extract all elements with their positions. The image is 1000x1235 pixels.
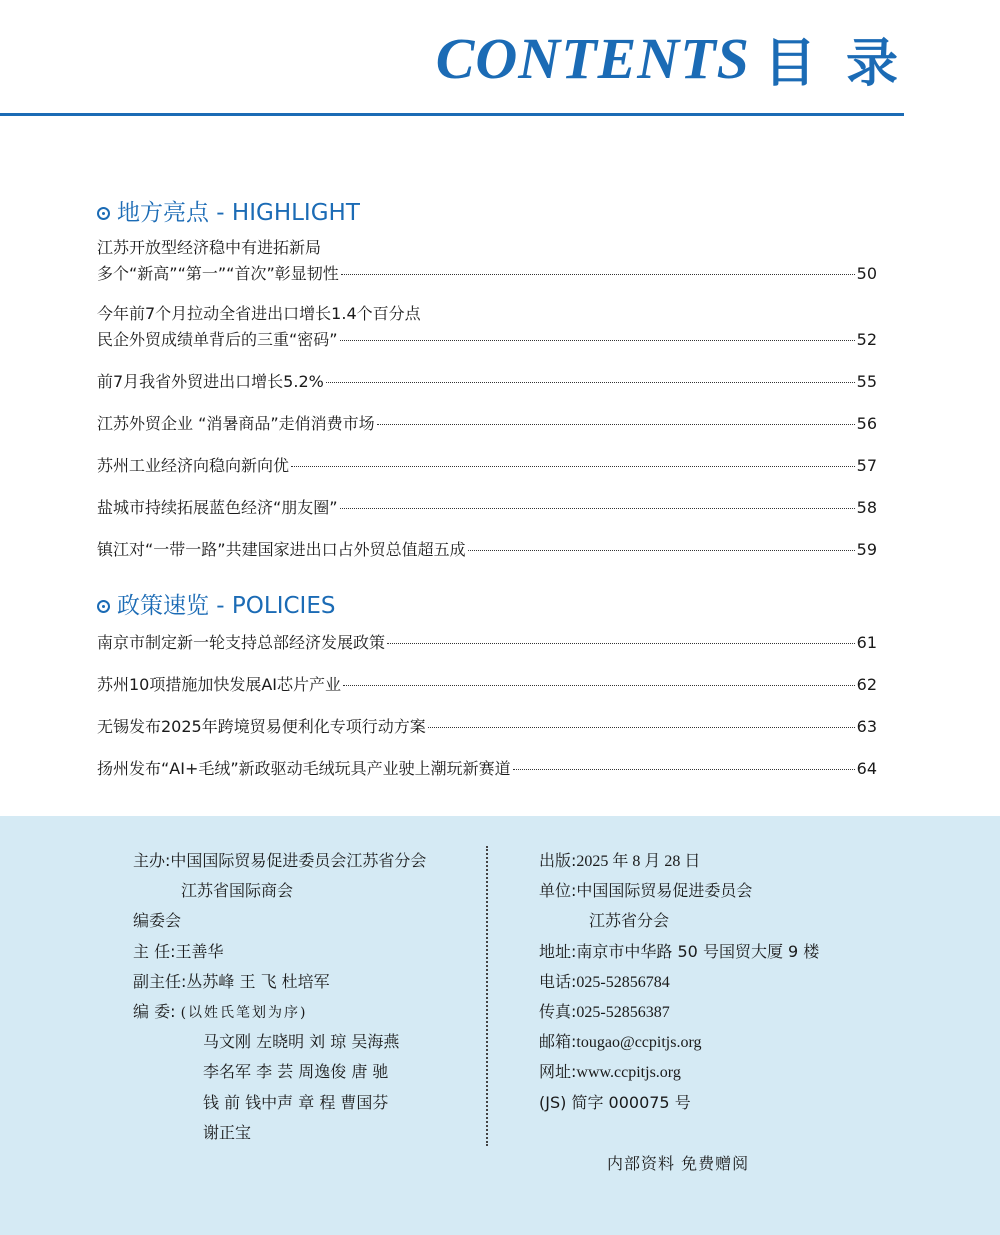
dot-leader — [468, 532, 855, 551]
unit-label: 单位: — [539, 881, 577, 901]
toc-entry[interactable] — [97, 494, 877, 520]
address-label: 地址: — [539, 941, 577, 961]
title-english: CONTENTS — [435, 25, 750, 91]
publication-info — [539, 846, 819, 1118]
deputy-names: 丛苏峰 王 飞 杜培军 — [186, 971, 330, 991]
dot-leader — [340, 490, 855, 509]
circle-bullet-icon — [97, 207, 110, 220]
toc-page-number: 62 — [856, 675, 877, 694]
toc-entry[interactable] — [97, 536, 877, 562]
toc-page-number: 64 — [856, 759, 877, 778]
director-label: 主 任: — [133, 941, 176, 961]
section-heading-text: 地方亮点 - HIGHLIGHT — [117, 200, 360, 226]
sponsor-name: 江苏省国际商会 — [181, 881, 294, 901]
editors-names: 李名军 李 芸 周逸俊 唐 驰 — [203, 1062, 389, 1082]
title-chinese: 目 录 — [763, 33, 904, 94]
editors-names: 谢正宝 — [203, 1122, 252, 1142]
header-divider — [0, 113, 904, 116]
toc-entry-title: 苏州10项措施加快发展AI芯片产业 — [97, 675, 342, 694]
toc-page-number: 59 — [856, 540, 877, 559]
director-name: 王善华 — [175, 941, 224, 961]
toc-page-number: 58 — [856, 498, 877, 517]
toc-entry-title: 无锡发布2025年跨境贸易便利化专项行动方案 — [97, 717, 426, 736]
toc-entry[interactable] — [97, 236, 877, 286]
section-highlight — [97, 196, 877, 578]
toc-page-number: 57 — [856, 456, 877, 475]
deputy-label: 副主任: — [133, 971, 187, 991]
phone-label: 电话: — [539, 971, 577, 991]
page-title — [436, 22, 904, 94]
toc-entry-title: 今年前7个月拉动全省进出口增长1.4个百分点 — [97, 304, 421, 323]
dot-leader — [340, 322, 855, 341]
permit-number: (JS) 简字 000075 号 — [539, 1092, 691, 1112]
dot-leader — [428, 709, 855, 728]
phone-value: 025-52856784 — [576, 973, 670, 991]
dot-leader — [387, 625, 855, 644]
dot-leader — [343, 667, 855, 686]
toc-entry-title: 南京市制定新一轮支持总部经济发展政策 — [97, 633, 386, 652]
circle-bullet-icon — [97, 600, 110, 613]
toc-entry[interactable] — [97, 755, 877, 781]
toc-entry[interactable] — [97, 410, 877, 436]
toc-entry[interactable] — [97, 452, 877, 478]
dot-leader — [326, 364, 855, 383]
section-heading — [97, 589, 877, 623]
internal-note: 内部资料 免费赠阅 — [607, 1154, 750, 1173]
unit-name: 中国国际贸易促进委员会 — [576, 881, 753, 901]
toc-page-number: 56 — [856, 414, 877, 433]
dot-leader — [513, 751, 855, 770]
dot-leader — [377, 406, 855, 425]
fax-label: 传真: — [539, 1001, 577, 1021]
masthead-panel — [0, 816, 1000, 1235]
publish-label: 出版: — [539, 851, 577, 870]
toc-entry[interactable] — [97, 368, 877, 394]
email-label: 邮箱: — [539, 1032, 577, 1052]
toc-entry-title: 盐城市持续拓展蓝色经济“朋友圈” — [97, 498, 338, 517]
section-heading-text: 政策速览 - POLICIES — [117, 593, 336, 619]
fax-value: 025-52856387 — [576, 1003, 670, 1021]
toc-entry-title: 江苏外贸企业 “消暑商品”走俏消费市场 — [97, 414, 375, 433]
toc-entry-title: 前7月我省外贸进出口增长5.2% — [97, 372, 324, 391]
address-value: 南京市中华路 50 号国贸大厦 9 楼 — [576, 941, 820, 961]
toc-page-number: 55 — [856, 372, 877, 391]
sponsor-name: 中国国际贸易促进委员会江苏省分会 — [170, 851, 427, 870]
toc-entry[interactable] — [97, 302, 877, 352]
section-heading — [97, 196, 877, 230]
toc-entry[interactable] — [97, 713, 877, 739]
section-policies — [97, 589, 877, 797]
toc-entry-title: 苏州工业经济向稳向新向优 — [97, 456, 290, 475]
toc-page-number: 63 — [856, 717, 877, 736]
toc-entry-title: 江苏开放型经济稳中有进拓新局 — [97, 238, 322, 257]
editors-note: (以姓氏笔划为序) — [180, 1004, 308, 1021]
toc-page-number: 50 — [856, 264, 877, 283]
dotted-divider — [486, 846, 488, 1146]
editors-names: 马文刚 左晓明 刘 琼 吴海燕 — [203, 1032, 400, 1052]
web-label: 网址: — [539, 1062, 577, 1082]
editorial-masthead — [133, 846, 426, 1148]
toc-page-number: 52 — [856, 330, 877, 349]
website-link[interactable]: www.ccpitjs.org — [576, 1064, 681, 1082]
publish-date: 2025 年 8 月 28 日 — [576, 853, 701, 870]
email-link[interactable]: tougao@ccpitjs.org — [576, 1034, 702, 1052]
dot-leader — [291, 448, 855, 467]
toc-page-number: 61 — [856, 633, 877, 652]
editors-label: 编 委: — [133, 1001, 176, 1021]
toc-entry-subtitle: 民企外贸成绩单背后的三重“密码” — [97, 330, 338, 349]
committee-label: 编委会 — [133, 911, 182, 931]
toc-entry-title: 镇江对“一带一路”共建国家进出口占外贸总值超五成 — [97, 540, 466, 559]
sponsor-label: 主办: — [133, 851, 171, 870]
editors-names: 钱 前 钱中声 章 程 曹国芬 — [203, 1092, 389, 1112]
dot-leader — [341, 256, 855, 275]
toc-entry[interactable] — [97, 671, 877, 697]
toc-entry[interactable] — [97, 629, 877, 655]
toc-entry-subtitle: 多个“新高”“第一”“首次”彰显韧性 — [97, 264, 339, 283]
toc-entry-title: 扬州发布“AI+毛绒”新政驱动毛绒玩具产业驶上潮玩新赛道 — [97, 759, 511, 778]
unit-name: 江苏省分会 — [589, 911, 670, 931]
